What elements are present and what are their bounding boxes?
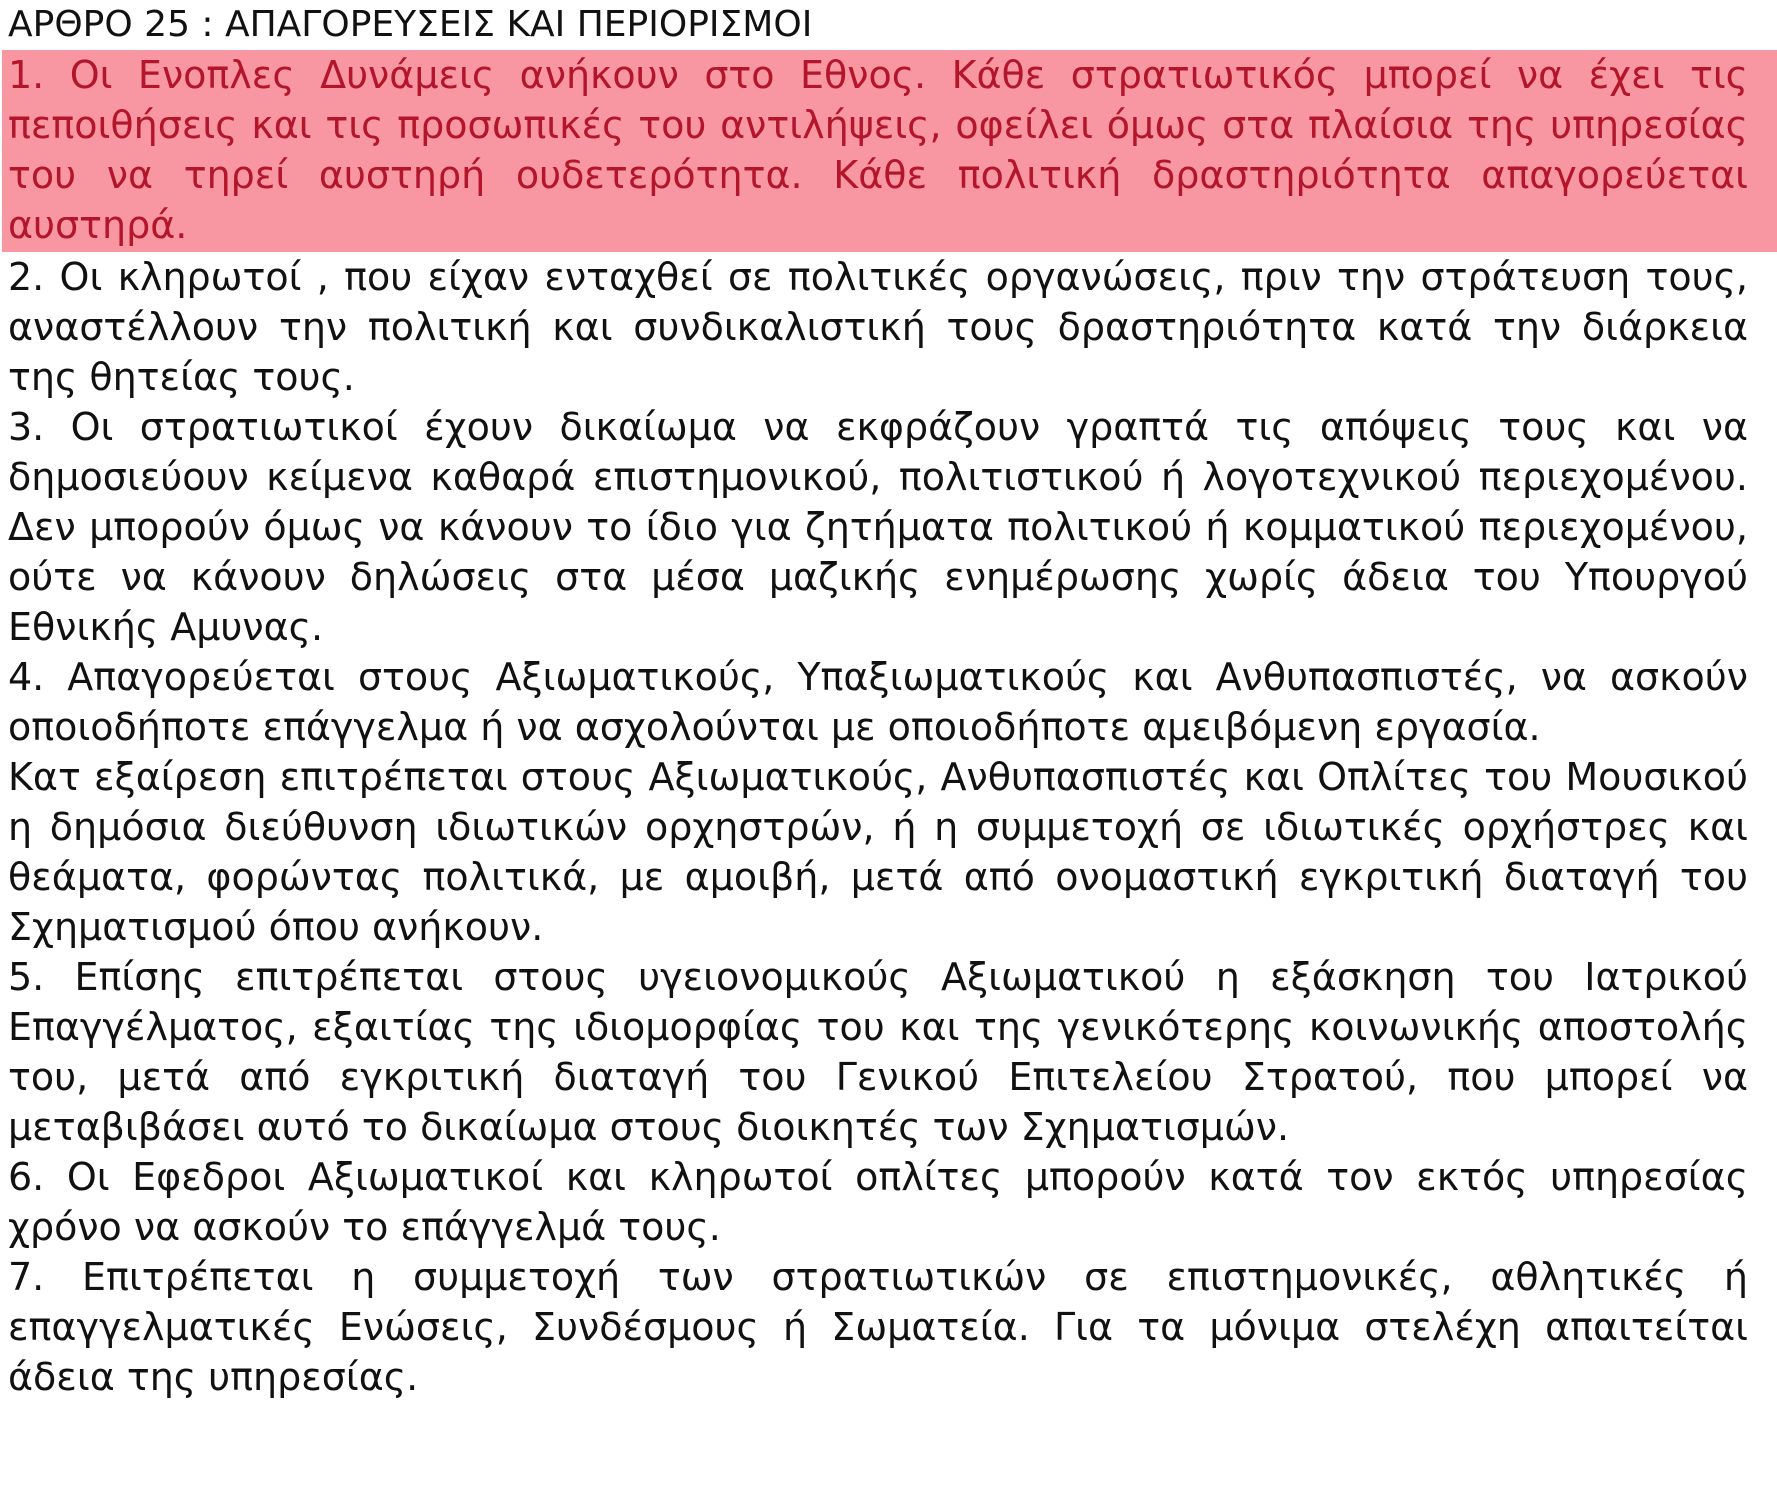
paragraph-4-exception: Κατ εξαίρεση επιτρέπεται στους Αξιωματικούς, Ανθυπασπιστές και Οπλίτες του Μουσικού η δημόσια διεύθυνση ιδιωτικών ορχηστρών, ή η συμμετοχή σε ιδιωτικές ορχήστρες και θεάματα, φορώντας πολιτικά, με αμοιβή, μετά από ονομαστική εγκριτική διαταγή του Σχηματισμού όπου ανήκουν. xyxy=(8,755,1748,949)
paragraph-6: 6. Οι Εφεδροι Αξιωματικοί και κληρωτοί οπλίτες μπορούν κατά τον εκτός υπηρεσίας χρόνο να ασκούν το επάγγελμά τους. xyxy=(8,1155,1748,1249)
paragraph-1: 1. Οι Ενοπλες Δυνάμεις ανήκουν στο Εθνος. Κάθε στρατιωτικός μπορεί να έχει τις πεποιθήσεις και τις προσωπικές του αντιλήψεις, οφείλει όμως στα πλαίσια της υπηρεσίας του να τηρεί αυστηρή ουδετερότητα. Κάθε πολιτική δραστηριότητα απαγορεύεται αυστηρά. xyxy=(8,53,1748,247)
document-page xyxy=(8,0,1748,1402)
highlighted-paragraph[interactable] xyxy=(2,50,1777,252)
paragraph-3: 3. Οι στρατιωτικοί έχουν δικαίωμα να εκφράζουν γραπτά τις απόψεις τους και να δημοσιεύουν κείμενα καθαρά επιστημονικού, πολιτιστικού ή λογοτεχνικού περιεχομένου. Δεν μπορούν όμως να κάνουν το ίδιο για ζητήματα πολιτικού ή κομματικού περιεχομένου, ούτε να κάνουν δηλώσεις στα μέσα μαζικής ενημέρωσης χωρίς άδεια του Υπουργού Εθνικής Αμυνας. xyxy=(8,405,1748,649)
paragraph-4: 4. Απαγορεύεται στους Αξιωματικούς, Υπαξιωματικούς και Ανθυπασπιστές, να ασκούν οποιοδήποτε επάγγελμα ή να ασχολούνται με οποιοδήποτε αμειβόμενη εργασία. xyxy=(8,655,1748,749)
article-title: ΑΡΘΡΟ 25 : ΑΠΑΓΟΡΕΥΣΕΙΣ ΚΑΙ ΠΕΡΙΟΡΙΣΜΟΙ xyxy=(8,4,813,45)
paragraph-7: 7. Επιτρέπεται η συμμετοχή των στρατιωτικών σε επιστημονικές, αθλητικές ή επαγγελματικές Ενώσεις, Συνδέσμους ή Σωματεία. Για τα μόνιμα στελέχη απαιτείται άδεια της υπηρεσίας. xyxy=(8,1255,1748,1399)
paragraph-2: 2. Οι κληρωτοί , που είχαν ενταχθεί σε πολιτικές οργανώσεις, πριν την στράτευση τους, αναστέλλουν την πολιτική και συνδικαλιστική τους δραστηριότητα κατά την διάρκεια της θητείας τους. xyxy=(8,255,1748,399)
paragraph-5: 5. Επίσης επιτρέπεται στους υγειονομικούς Αξιωματικού η εξάσκηση του Ιατρικού Επαγγέλματος, εξαιτίας της ιδιομορφίας του και της γενικότερης κοινωνικής αποστολής του, μετά από εγκριτική διαταγή του Γενικού Επιτελείου Στρατού, που μπορεί να μεταβιβάσει αυτό το δικαίωμα στους διοικητές των Σχηματισμών. xyxy=(8,955,1748,1149)
